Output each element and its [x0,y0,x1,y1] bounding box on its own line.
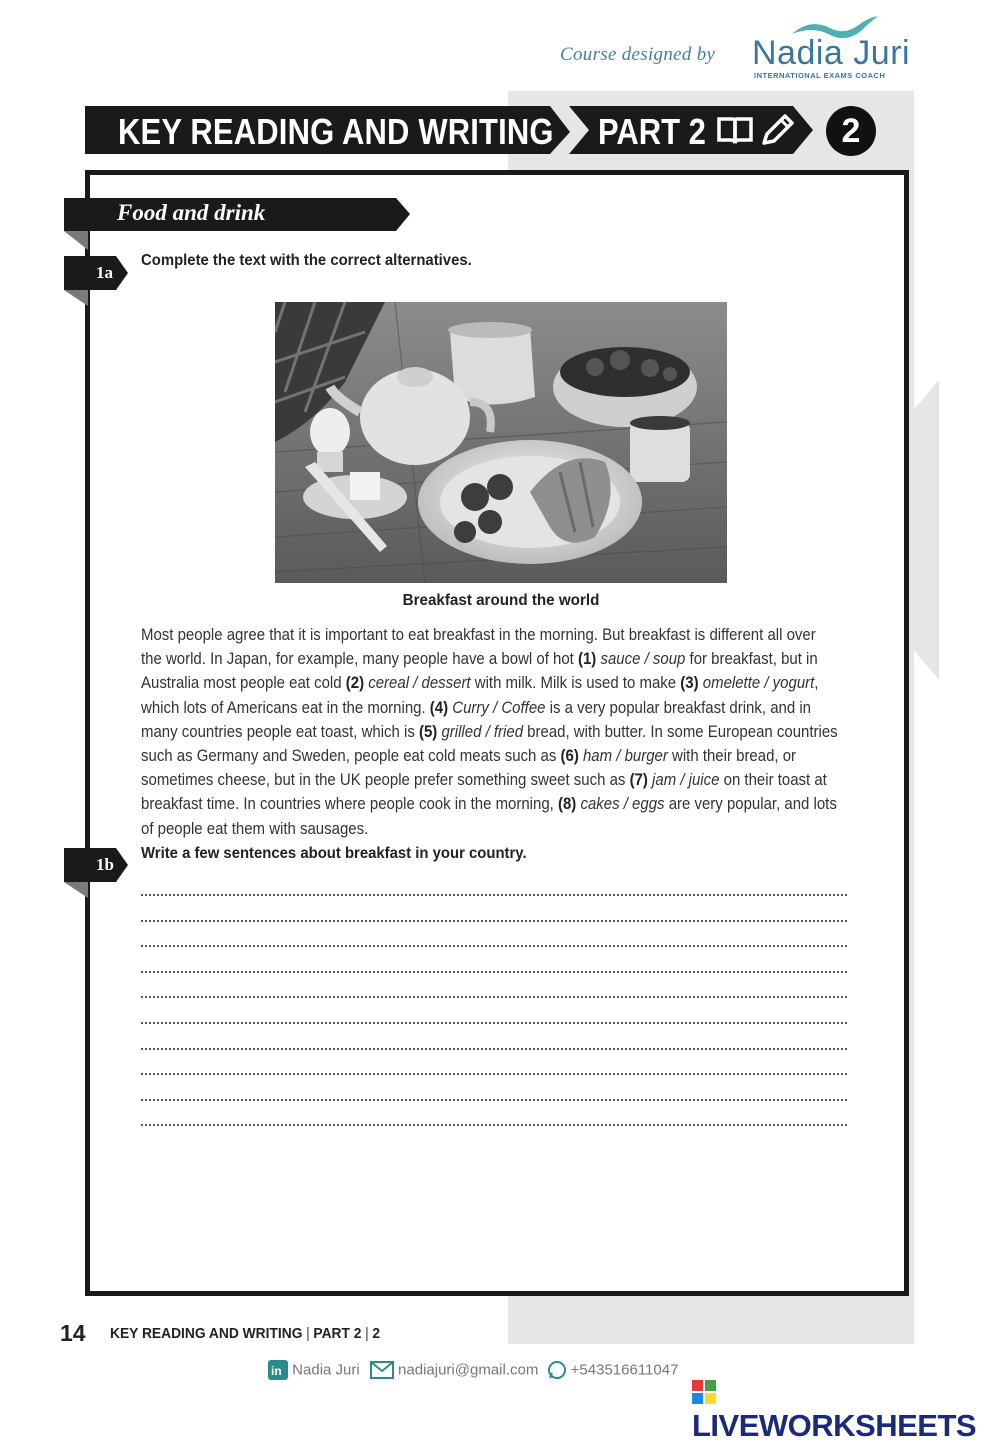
course-designed-by: Course designed by [560,44,716,65]
answer-line[interactable] [141,1099,847,1101]
answer-line[interactable] [141,1048,847,1050]
answer-line[interactable] [141,1022,847,1024]
breakfast-photo [275,302,727,583]
pencil-icon [758,113,796,147]
answer-alternatives[interactable]: jam / juice [652,771,720,790]
liveworksheets-logo-icon [692,1380,716,1404]
section-title: Food and drink [117,200,266,225]
answer-alternatives[interactable]: ham / burger [582,747,668,766]
page-number: 14 [60,1320,86,1346]
passage-text: with milk. Milk is used to make [470,674,681,693]
logo-name: Nadia Juri [752,34,911,72]
watermark-text: LIVEWORKSHEETS [692,1408,977,1443]
header-icons [716,113,796,152]
contact-email[interactable]: nadiajuri@gmail.com [398,1361,539,1379]
answer-alternatives[interactable]: cereal / dessert [368,674,471,693]
answer-alternatives[interactable]: cakes / eggs [580,795,665,814]
task-1a-instruction: Complete the text with the correct alternatives. [141,252,472,269]
passage-text: is a very popular breakfast drink, and in many countries people eat toast, which is [141,698,811,741]
liveworksheets-watermark [692,1372,999,1444]
gap-number: (1) [577,650,597,669]
footer-part: PART 2 [313,1325,362,1342]
gap-number: (7) [629,771,648,790]
task-1b-label: 1b [96,855,114,874]
footer-title [110,1325,380,1342]
answer-line[interactable] [141,1073,847,1075]
footer-book-title: KEY READING AND WRITING [110,1325,303,1342]
answer-alternatives[interactable]: Curry / Coffee [452,698,546,717]
book-icon [716,113,754,147]
gap-number: (6) [560,747,579,766]
footer-separator: | [365,1325,369,1342]
contact-bar [268,1360,678,1380]
passage-text: bread, with butter. In some European countries such as Germany and Sweden, people eat cold meats such as [141,722,838,766]
gap-number: (8) [557,795,577,814]
header-part: PART 2 [598,111,706,152]
answer-line[interactable] [141,920,847,922]
contact-phone: +543516611047 [570,1361,679,1379]
gap-number: (4) [429,698,449,717]
photo-caption: Breakfast around the world [402,592,600,609]
gap-number: (2) [345,674,365,693]
answer-line[interactable] [141,971,847,973]
passage-text: with their bread, or sometimes cheese, but in the UK people prefer something sweet such as [141,747,797,790]
answer-alternatives[interactable]: omelette / yogurt [702,674,815,693]
task-1b-instruction: Write a few sentences about breakfast in your country. [141,845,527,862]
answer-line[interactable] [141,945,847,947]
passage-text: for breakfast, but in Australia most people eat cold [141,650,818,693]
gap-number: (3) [680,674,699,693]
svg-text:in: in [271,1364,282,1378]
answer-alternatives[interactable]: grilled / fried [441,722,524,741]
header-title: KEY READING AND WRITING [118,111,554,152]
footer-separator: | [306,1325,310,1342]
answer-line[interactable] [141,894,847,896]
contact-name: Nadia Juri [292,1361,360,1379]
passage-text: , which lots of Americans eat in the morning. [141,674,819,717]
grey-decorative-wedge [905,380,939,680]
passage-text: are very popular, and lots of people eat them with sausages. [141,795,837,838]
answer-line[interactable] [141,996,847,998]
task-1a-label: 1a [96,263,113,282]
gap-number: (5) [418,722,438,741]
whatsapp-icon [547,1360,567,1380]
passage-text: on their toast at breakfast time. In countries where people cook in the morning, [141,771,827,814]
mail-icon [370,1361,394,1379]
linkedin-icon [268,1360,288,1380]
footer-unit: 2 [372,1325,381,1342]
answer-line[interactable] [141,1124,847,1126]
passage-text: Most people agree that it is important to eat breakfast in the morning. But breakfast is different all over the world. In Japan, for example, many people have a bowl of hot [141,626,816,669]
unit-badge: 2 [826,106,876,156]
reading-passage [141,623,838,841]
logo-subtitle: INTERNATIONAL EXAMS COACH [754,71,886,80]
answer-alternatives[interactable]: sauce / soup [600,650,686,669]
